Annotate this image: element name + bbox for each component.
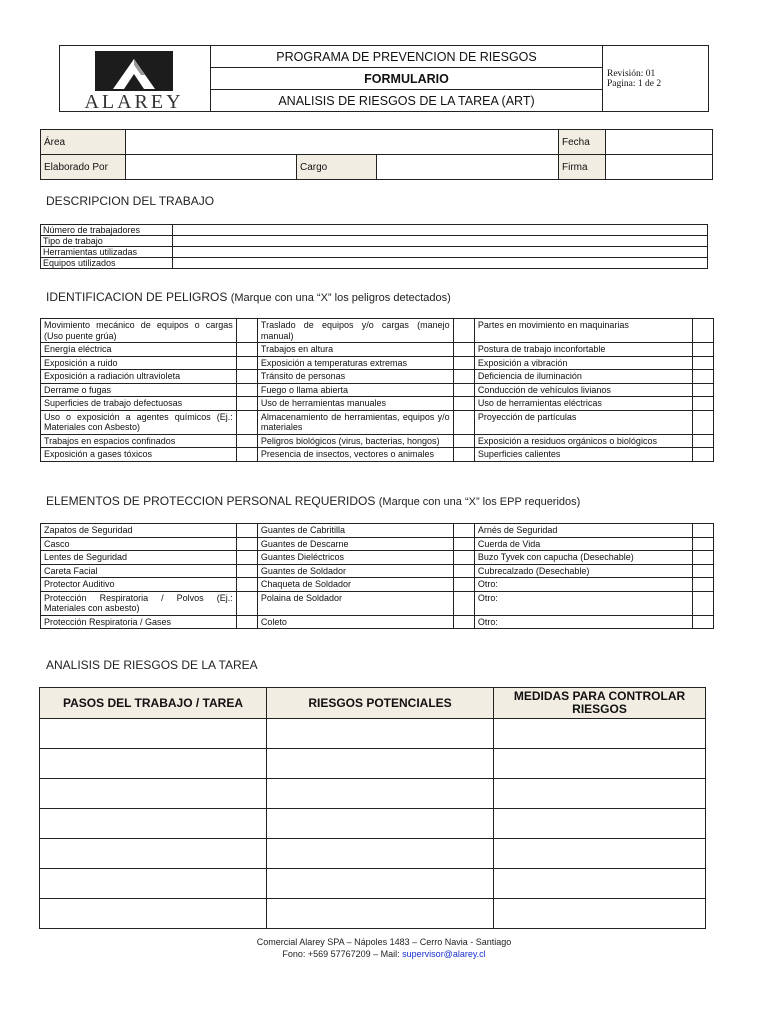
hazards-checkbox[interactable] [692, 370, 713, 384]
epp-checkbox[interactable] [692, 564, 713, 578]
form-label: FORMULARIO [211, 68, 603, 90]
analysis-measure-cell[interactable] [494, 779, 706, 809]
epp-row [41, 591, 714, 615]
footer-address: Comercial Alarey SPA – Nápoles 1483 – Cerro Navia - Santiago [256, 937, 512, 947]
hazards-row [41, 383, 714, 397]
epp-label: Protección Respiratoria / Polvos (Ej.: Materiales con asbesto) [41, 591, 237, 615]
analysis-title: ANALISIS DE RIESGOS DE LA TAREA (ART) [211, 90, 603, 112]
hazards-label: Presencia de insectos, vectores o animales [257, 448, 453, 462]
epp-checkbox[interactable] [236, 591, 257, 615]
epp-checkbox[interactable] [236, 524, 257, 538]
hazards-checkbox[interactable] [236, 397, 257, 411]
analysis-step-cell[interactable] [40, 899, 267, 929]
epp-label: Buzo Tyvek con capucha (Desechable) [474, 551, 692, 565]
position-field[interactable] [377, 155, 559, 180]
hazards-checkbox[interactable] [453, 434, 474, 448]
hazards-checkbox[interactable] [692, 319, 713, 343]
hazards-label: Movimiento mecánico de equipos o cargas (Uso puente grúa) [41, 319, 237, 343]
hazards-label: Exposición a temperaturas extremas [257, 356, 453, 370]
hazards-label: Uso de herramientas eléctricas [474, 397, 692, 411]
hazards-checkbox[interactable] [236, 319, 257, 343]
epp-checkbox[interactable] [453, 551, 474, 565]
epp-label: Otro: [474, 615, 692, 629]
hazards-label: Postura de trabajo inconfortable [474, 343, 692, 357]
hazards-label: Exposición a ruido [41, 356, 237, 370]
hazards-label: Exposición a radiación ultravioleta [41, 370, 237, 384]
desc-label-equipment: Equipos utilizados [41, 258, 173, 269]
analysis-measure-cell[interactable] [494, 719, 706, 749]
epp-label: Guantes de Soldador [257, 564, 453, 578]
hazards-checkbox[interactable] [236, 448, 257, 462]
epp-checkbox[interactable] [453, 524, 474, 538]
epp-checkbox[interactable] [236, 537, 257, 551]
hazards-label: Fuego o llama abierta [257, 383, 453, 397]
epp-label: Otro: [474, 591, 692, 615]
hazards-label: Superficies de trabajo defectuosas [41, 397, 237, 411]
analysis-table [39, 687, 706, 929]
hazards-row [41, 356, 714, 370]
epp-label: Protección Respiratoria / Gases [41, 615, 237, 629]
epp-title [46, 494, 580, 508]
hazards-checkbox[interactable] [453, 356, 474, 370]
footer-email-link[interactable]: supervisor@alarey.cl [402, 949, 486, 959]
analysis-risk-cell[interactable] [267, 779, 494, 809]
epp-title-main: ELEMENTOS DE PROTECCION PERSONAL REQUERIDOS [46, 494, 376, 508]
description-title: DESCRIPCION DEL TRABAJO [46, 194, 215, 208]
signature-field[interactable] [606, 155, 713, 180]
desc-field-workers[interactable] [173, 225, 708, 236]
area-label: Área [41, 130, 126, 155]
epp-checkbox[interactable] [236, 578, 257, 592]
analysis-step-cell[interactable] [40, 749, 267, 779]
epp-subtitle: (Marque con una “X” los EPP requeridos) [378, 496, 581, 508]
prepared-by-field[interactable] [126, 155, 297, 180]
hazards-label: Exposición a residuos orgánicos o biológicos [474, 434, 692, 448]
description-table [40, 224, 708, 269]
hazards-row [41, 319, 714, 343]
hazards-checkbox[interactable] [453, 410, 474, 434]
analysis-measure-cell[interactable] [494, 899, 706, 929]
analysis-risk-cell[interactable] [267, 839, 494, 869]
footer-phone: Fono: +569 57767209 – Mail: [282, 949, 403, 959]
hazards-label: Exposición a vibración [474, 356, 692, 370]
hazards-row [41, 397, 714, 411]
epp-label: Protector Auditivo [41, 578, 237, 592]
hazards-checkbox[interactable] [692, 410, 713, 434]
epp-checkbox[interactable] [453, 537, 474, 551]
hazards-label: Uso de herramientas manuales [257, 397, 453, 411]
col-risks-header: RIESGOS POTENCIALES [267, 688, 494, 719]
epp-checkbox[interactable] [453, 615, 474, 629]
desc-field-tools[interactable] [173, 247, 708, 258]
epp-label: Lentes de Seguridad [41, 551, 237, 565]
hazards-checkbox[interactable] [453, 370, 474, 384]
analysis-step-cell[interactable] [40, 809, 267, 839]
hazards-checkbox[interactable] [692, 383, 713, 397]
desc-label-workers: Número de trabajadores [41, 225, 173, 236]
epp-label: Guantes de Cabritilla [257, 524, 453, 538]
hazards-label: Peligros biológicos (virus, bacterias, hongos) [257, 434, 453, 448]
epp-table [40, 523, 714, 629]
analysis-row [40, 719, 706, 749]
analysis-row [40, 779, 706, 809]
hazards-checkbox[interactable] [453, 383, 474, 397]
analysis-risk-cell[interactable] [267, 719, 494, 749]
analysis-risk-cell[interactable] [267, 749, 494, 779]
epp-label: Careta Facial [41, 564, 237, 578]
analysis-row [40, 809, 706, 839]
hazards-checkbox[interactable] [236, 434, 257, 448]
hazards-row [41, 410, 714, 434]
col-steps-header: PASOS DEL TRABAJO / TAREA [40, 688, 267, 719]
hazards-checkbox[interactable] [692, 448, 713, 462]
analysis-row [40, 749, 706, 779]
epp-label: Chaqueta de Soldador [257, 578, 453, 592]
hazards-label: Almacenamiento de herramientas, equipos y/o materiales [257, 410, 453, 434]
epp-checkbox[interactable] [692, 537, 713, 551]
analysis-measure-cell[interactable] [494, 749, 706, 779]
epp-label: Guantes Dieléctricos [257, 551, 453, 565]
epp-label: Coleto [257, 615, 453, 629]
hazards-checkbox[interactable] [692, 356, 713, 370]
hazards-checkbox[interactable] [453, 319, 474, 343]
epp-checkbox[interactable] [692, 524, 713, 538]
hazards-label: Conducción de vehículos livianos [474, 383, 692, 397]
page-number: Pagina: 1 de 2 [607, 78, 662, 89]
epp-checkbox[interactable] [692, 591, 713, 615]
footer-contact [0, 949, 768, 959]
analysis-measure-cell[interactable] [494, 869, 706, 899]
hazards-table [40, 318, 714, 462]
hazards-checkbox[interactable] [236, 410, 257, 434]
analysis-measure-cell[interactable] [494, 809, 706, 839]
hazards-label: Proyección de partículas [474, 410, 692, 434]
hazards-checkbox[interactable] [453, 397, 474, 411]
epp-row [41, 537, 714, 551]
hazards-checkbox[interactable] [692, 397, 713, 411]
program-title: PROGRAMA DE PREVENCION DE RIESGOS [211, 46, 603, 68]
epp-label: Casco [41, 537, 237, 551]
date-label: Fecha [559, 130, 606, 155]
position-label: Cargo [297, 155, 377, 180]
hazards-checkbox[interactable] [692, 343, 713, 357]
hazards-label: Superficies calientes [474, 448, 692, 462]
analysis-step-cell[interactable] [40, 779, 267, 809]
hazards-label: Trabajos en altura [257, 343, 453, 357]
hazards-checkbox[interactable] [236, 343, 257, 357]
hazards-row [41, 434, 714, 448]
analysis-step-cell[interactable] [40, 839, 267, 869]
epp-row [41, 564, 714, 578]
col-measures-header: MEDIDAS PARA CONTROLAR RIESGOS [494, 688, 706, 719]
epp-checkbox[interactable] [236, 551, 257, 565]
analysis-row [40, 899, 706, 929]
epp-row [41, 524, 714, 538]
area-field[interactable] [126, 130, 559, 155]
analysis-risk-cell[interactable] [267, 899, 494, 929]
info-table [40, 129, 713, 180]
epp-checkbox[interactable] [453, 591, 474, 615]
epp-checkbox[interactable] [692, 551, 713, 565]
hazards-label: Uso o exposición a agentes químicos (Ej.: Materiales con Asbesto) [41, 410, 237, 434]
hazards-checkbox[interactable] [236, 356, 257, 370]
logo-mark-icon [95, 51, 173, 91]
analysis-row [40, 839, 706, 869]
logo-text: ALAREY [84, 90, 184, 113]
epp-label: Zapatos de Seguridad [41, 524, 237, 538]
epp-row [41, 551, 714, 565]
epp-checkbox[interactable] [692, 578, 713, 592]
hazards-label: Partes en movimiento en maquinarias [474, 319, 692, 343]
epp-checkbox[interactable] [236, 615, 257, 629]
hazards-label: Deficiencia de iluminación [474, 370, 692, 384]
epp-row [41, 615, 714, 629]
form-header [59, 45, 709, 112]
hazards-title [46, 290, 451, 304]
epp-label: Guantes de Descarne [257, 537, 453, 551]
revision-info [603, 46, 709, 112]
analysis-risk-cell[interactable] [267, 869, 494, 899]
epp-checkbox[interactable] [236, 564, 257, 578]
hazards-title-main: IDENTIFICACION DE PELIGROS [46, 290, 228, 304]
hazards-label: Tránsito de personas [257, 370, 453, 384]
hazards-label: Exposición a gases tóxicos [41, 448, 237, 462]
epp-row [41, 578, 714, 592]
epp-label: Arnés de Seguridad [474, 524, 692, 538]
hazards-checkbox[interactable] [236, 370, 257, 384]
epp-checkbox[interactable] [692, 615, 713, 629]
hazards-label: Derrame o fugas [41, 383, 237, 397]
hazards-checkbox[interactable] [692, 434, 713, 448]
hazards-checkbox[interactable] [453, 448, 474, 462]
hazards-row [41, 448, 714, 462]
epp-label: Polaina de Soldador [257, 591, 453, 615]
analysis-step-cell[interactable] [40, 869, 267, 899]
analysis-row [40, 869, 706, 899]
date-field[interactable] [606, 130, 713, 155]
desc-field-type[interactable] [173, 236, 708, 247]
hazards-checkbox[interactable] [236, 383, 257, 397]
hazards-row [41, 343, 714, 357]
desc-field-equipment[interactable] [173, 258, 708, 269]
epp-label: Cubrecalzado (Desechable) [474, 564, 692, 578]
revision-number: Revisión: 01 [607, 68, 656, 79]
epp-label: Otro: [474, 578, 692, 592]
hazards-label: Trabajos en espacios confinados [41, 434, 237, 448]
analysis-section-title: ANALISIS DE RIESGOS DE LA TAREA [46, 658, 258, 672]
signature-label: Firma [559, 155, 606, 180]
epp-checkbox[interactable] [453, 564, 474, 578]
epp-checkbox[interactable] [453, 578, 474, 592]
hazards-subtitle: (Marque con una “X” los peligros detectados) [230, 292, 451, 304]
hazards-row [41, 370, 714, 384]
prepared-by-label: Elaborado Por [41, 155, 126, 180]
desc-label-tools: Herramientas utilizadas [41, 247, 173, 258]
hazards-label: Traslado de equipos y/o cargas (manejo manual) [257, 319, 453, 343]
hazards-label: Energía eléctrica [41, 343, 237, 357]
analysis-measure-cell[interactable] [494, 839, 706, 869]
epp-label: Cuerda de Vida [474, 537, 692, 551]
analysis-risk-cell[interactable] [267, 809, 494, 839]
desc-label-type: Tipo de trabajo [41, 236, 173, 247]
logo [60, 46, 211, 112]
hazards-checkbox[interactable] [453, 343, 474, 357]
analysis-step-cell[interactable] [40, 719, 267, 749]
